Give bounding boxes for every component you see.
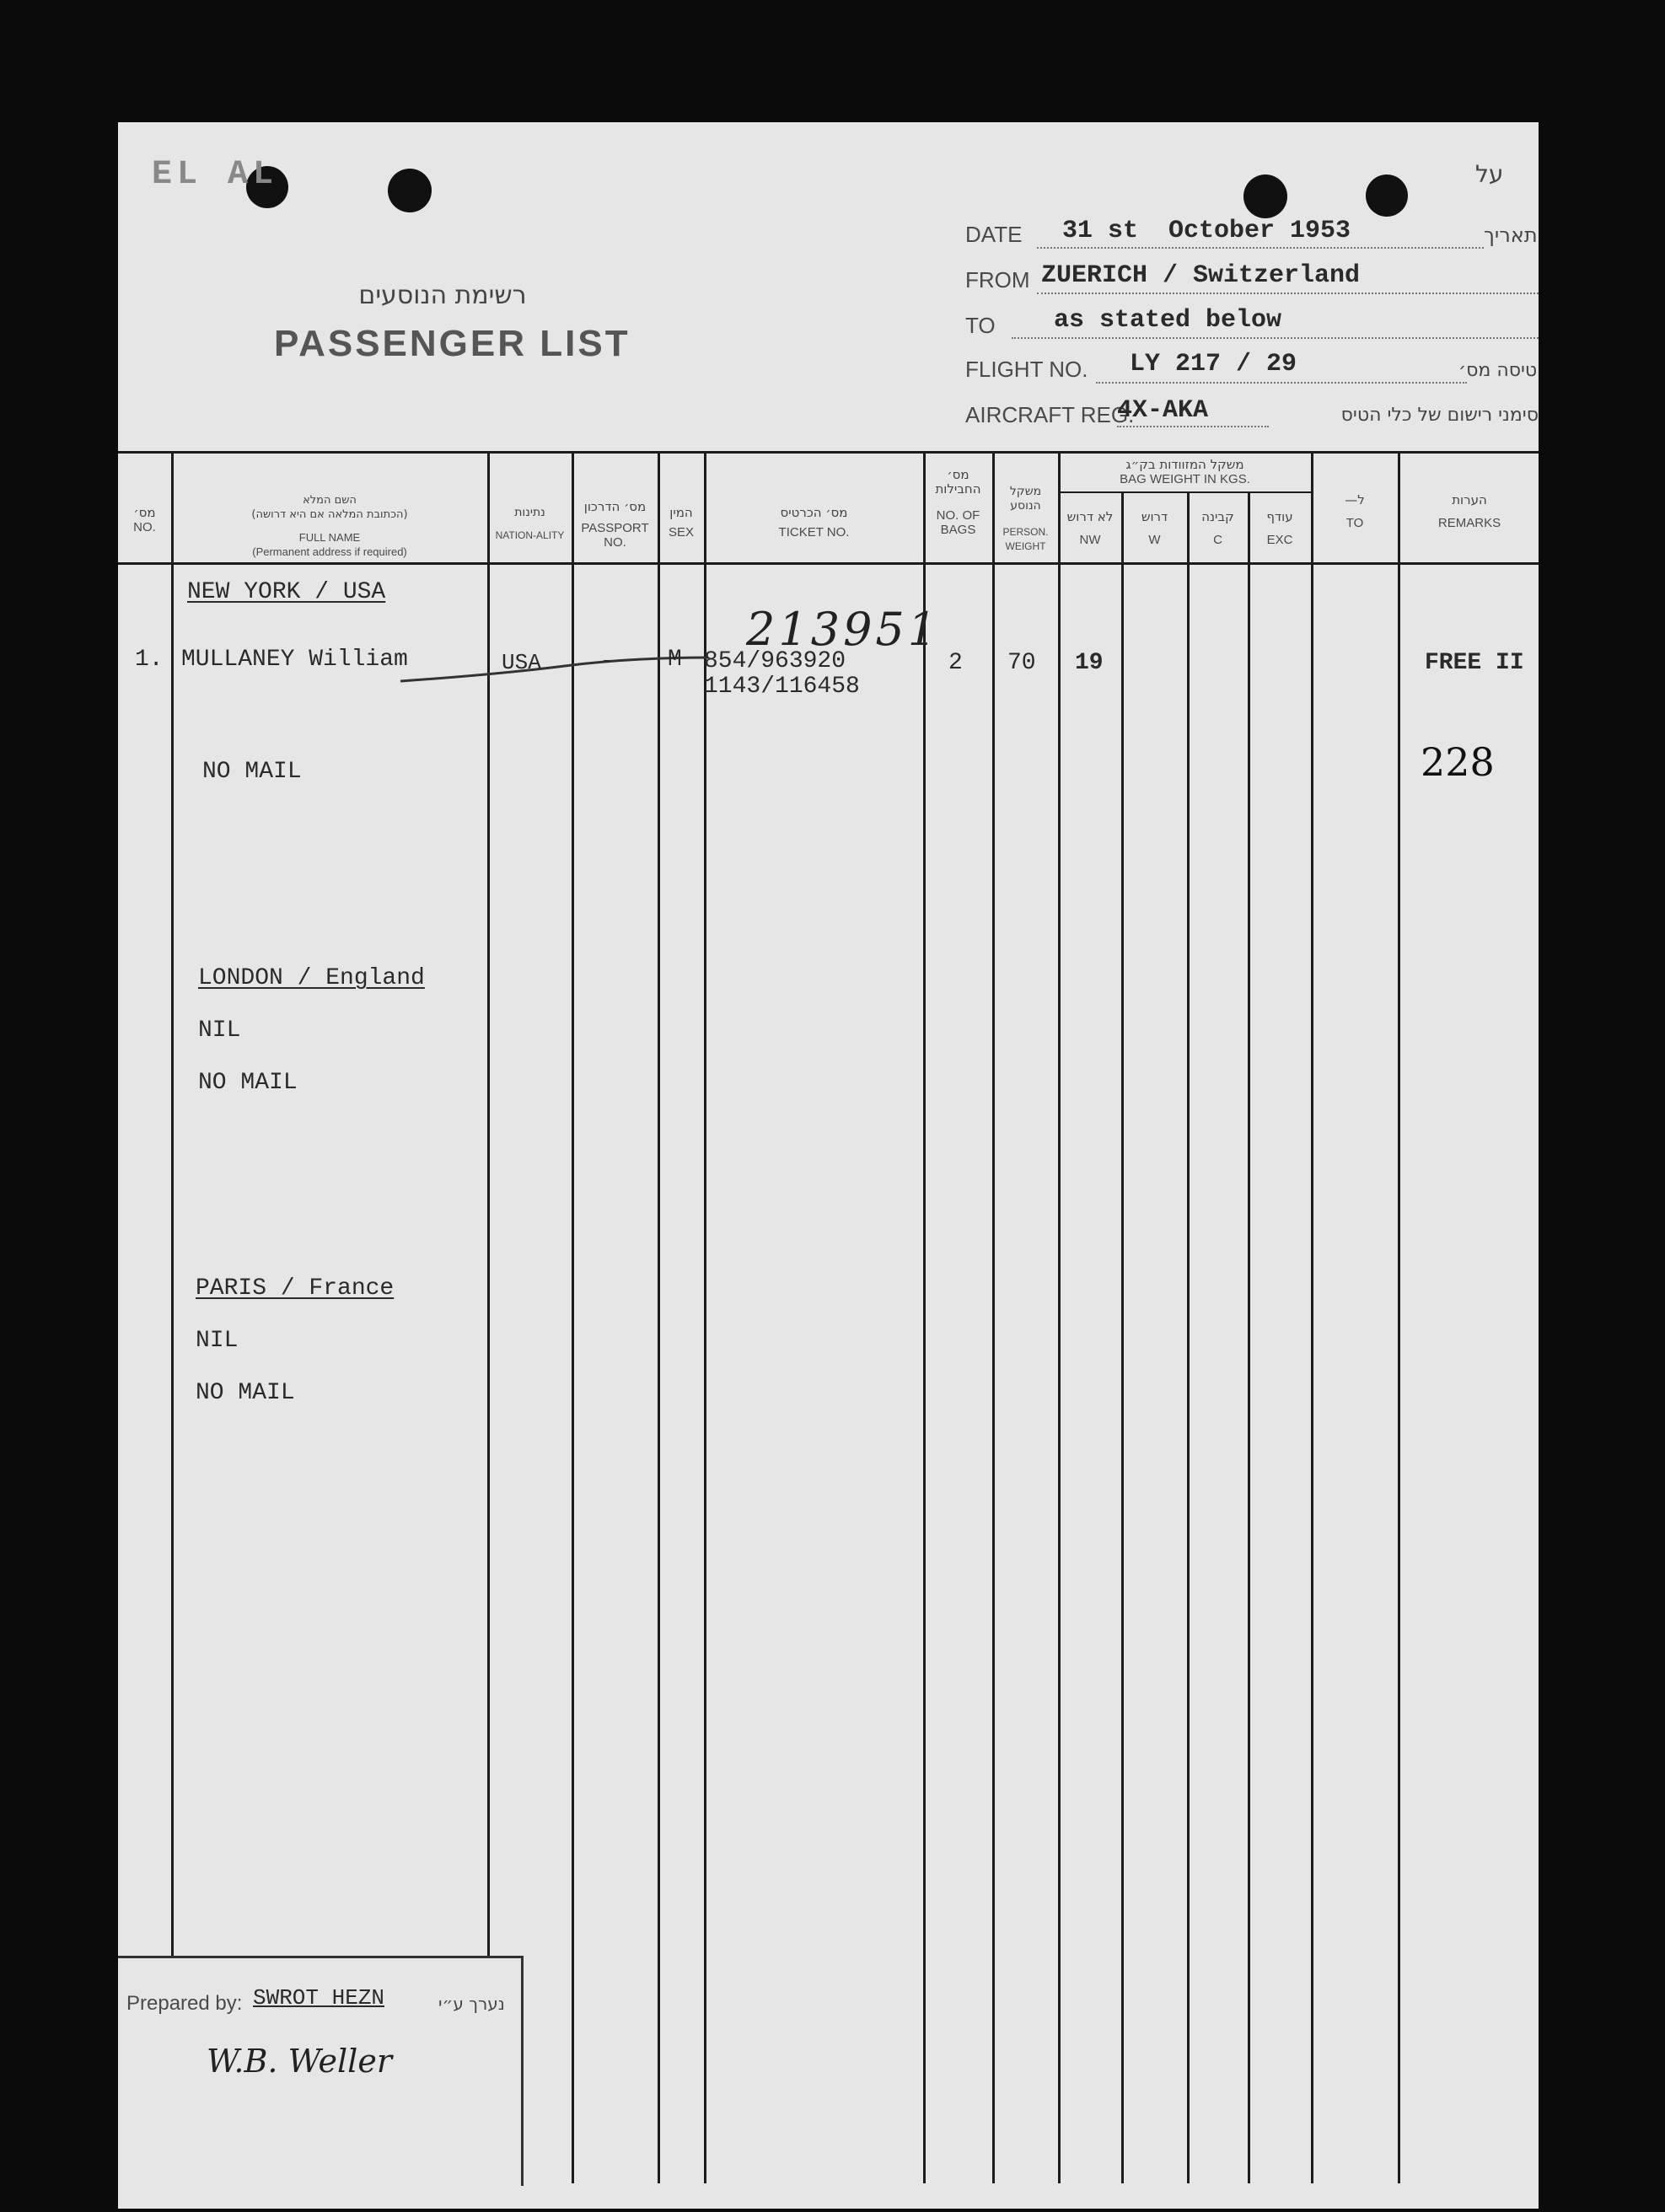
passenger-no: 1.: [135, 647, 164, 673]
section-heading-new-york: NEW YORK / USA: [187, 579, 386, 605]
london-nil: NIL: [198, 1017, 241, 1044]
col-header-no: מס׳ NO.: [133, 505, 156, 534]
col-header-ticket: מס׳ הכרטיס TICKET NO.: [778, 505, 850, 540]
signature: W.B. Weller: [207, 2043, 392, 2080]
prepared-by-box: [118, 1956, 524, 2186]
passenger-name: MULLANEY William: [181, 647, 408, 673]
passenger-remarks: FREE II: [1425, 650, 1524, 676]
col-header-bags: מס׳ החבילות NO. OF BAGS: [935, 467, 981, 537]
page-title: PASSENGER LIST: [274, 323, 631, 364]
col-header-exc: עודף EXC: [1266, 509, 1293, 547]
prepared-by-label: Prepared by:: [126, 1992, 243, 2015]
bag-weight-nw: 19: [1075, 650, 1104, 676]
col-header-passport: מס׳ הדרכון PASSPORT NO.: [581, 499, 649, 550]
col-header-bag-weight: משקל המזוודות בק״ג BAG WEIGHT IN KGS.: [1120, 457, 1250, 486]
col-header-sex: המין SEX: [668, 505, 694, 540]
col-header-to: ל— TO: [1345, 492, 1365, 530]
col-header-nationality: נתינות NATION-ALITY: [495, 506, 565, 541]
ink-blot: [1243, 174, 1287, 218]
date-label: DATE: [965, 222, 1023, 247]
section-heading-london: LONDON / England: [198, 965, 425, 991]
ticket-number-1: 854/963920: [704, 648, 846, 674]
aircraft-value: 4X-AKA: [1117, 396, 1209, 425]
paris-nil: NIL: [196, 1328, 239, 1354]
passenger-passport: -: [600, 648, 614, 674]
to-label: TO: [965, 313, 996, 338]
passenger-sex: M: [668, 647, 682, 673]
paris-no-mail: NO MAIL: [196, 1380, 295, 1406]
flight-label: FLIGHT NO.: [965, 357, 1088, 382]
stamp-number: 228: [1421, 739, 1495, 785]
passenger-weight: 70: [1007, 650, 1036, 676]
col-header-w: דרוש W: [1141, 509, 1168, 547]
col-header-c: קבינה C: [1201, 509, 1234, 547]
ticket-handwritten: 213951: [746, 603, 941, 656]
flight-value: LY 217 / 29: [1130, 350, 1297, 379]
section-heading-paris: PARIS / France: [196, 1275, 395, 1302]
hebrew-title: רשימת הנוסעים: [358, 281, 527, 310]
col-header-nw: לא דרוש NW: [1066, 509, 1114, 547]
aircraft-hebrew: סימני רישום של כלי הטיס: [1340, 405, 1539, 426]
corner-hebrew: על: [1475, 160, 1504, 188]
date-value: 31 st October 1953: [1062, 217, 1351, 245]
date-hebrew: תאריך: [1484, 223, 1538, 247]
prepared-by-hebrew: נערך ע״י: [438, 1994, 505, 2014]
london-no-mail: NO MAIL: [198, 1070, 298, 1096]
ink-blot: [388, 169, 432, 212]
passenger-no-mail: NO MAIL: [202, 759, 302, 785]
airline-logo: EL AL: [152, 156, 279, 194]
col-header-remarks: הערות REMARKS: [1437, 492, 1501, 530]
prepared-by-value: SWROT HEZN: [253, 1985, 385, 2011]
col-header-weight: משקל הנוסע PERSON. WEIGHT: [1002, 485, 1049, 552]
aircraft-label: AIRCRAFT REG.: [965, 402, 1135, 427]
passenger-nationality: USA: [502, 650, 541, 675]
passenger-list-sheet: [118, 122, 1539, 2209]
from-value: ZUERICH / Switzerland: [1041, 261, 1361, 290]
passenger-bags: 2: [948, 650, 963, 676]
col-header-name: השם המלא (הכתובת המלאה אם היא דרושה) FULL NAME (Permanent address if required): [251, 494, 408, 558]
ink-blot: [1366, 174, 1408, 217]
flight-hebrew: טיסה מס׳: [1458, 360, 1538, 381]
from-label: FROM: [965, 267, 1030, 293]
ticket-number-2: 1143/116458: [704, 674, 860, 700]
to-value: as stated below: [1054, 306, 1282, 335]
